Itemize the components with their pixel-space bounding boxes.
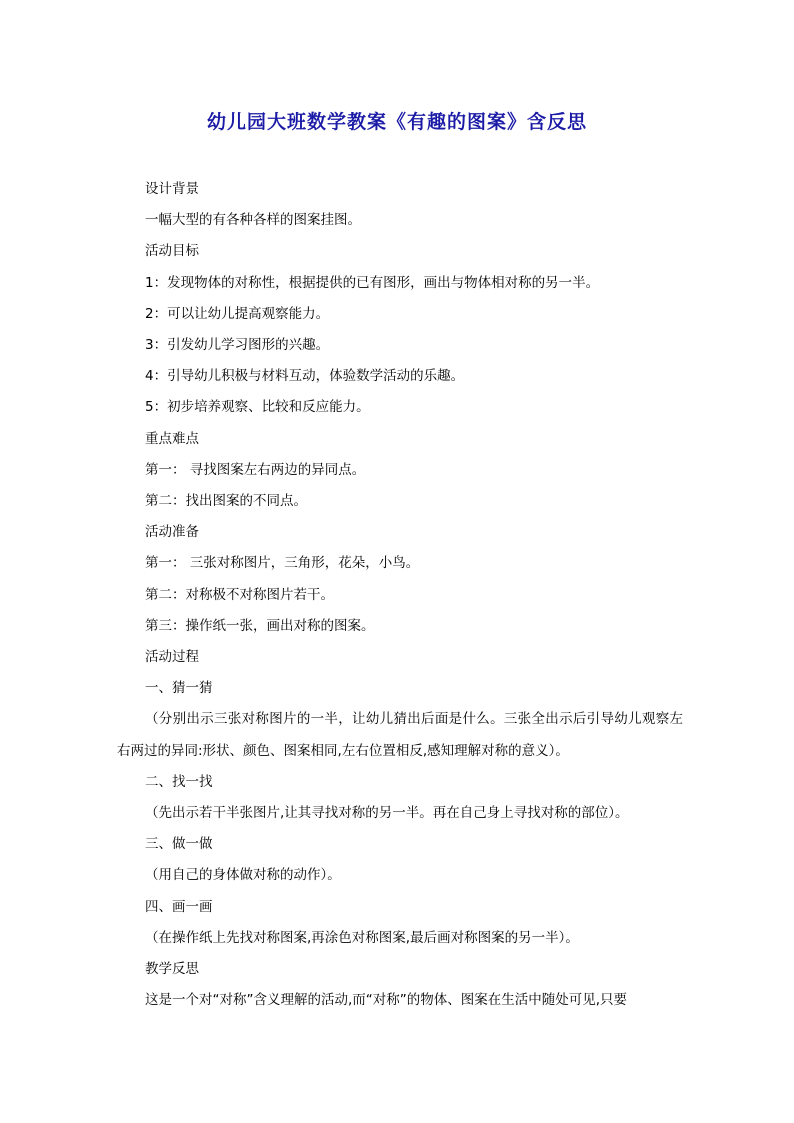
paragraph: （用自己的身体做对称的动作）。 — [145, 867, 341, 884]
section-heading: 活动目标 — [145, 243, 199, 260]
list-item: 4：引导幼儿积极与材料互动，体验数学活动的乐趣。 — [145, 368, 465, 385]
step-heading: 一、猜一猜 — [145, 680, 213, 697]
document-title: 幼儿园大班数学教案《有趣的图案》含反思 — [206, 111, 587, 133]
section-heading: 教学反思 — [145, 961, 199, 978]
list-item: 第一： 三张对称图片，三角形，花朵，小鸟。 — [145, 555, 420, 572]
list-item: 1：发现物体的对称性，根据提供的已有图形，画出与物体相对称的另一半。 — [145, 274, 600, 291]
list-item: 第二：对称极不对称图片若干。 — [145, 586, 334, 603]
list-item: 第三：操作纸一张，画出对称的图案。 — [145, 617, 375, 634]
paragraph: （分别出示三张对称图片的一半，让幼儿猜出后面是什么。三张全出示后引导幼儿观察左右两过的异同:形状、颜色、图案相同,左右位置相反,感知理解对称的意义）。 — [117, 711, 683, 759]
step-heading: 三、做一做 — [145, 836, 213, 853]
paragraph: （在操作纸上先找对称图案,再涂色对称图案,最后画对称图案的另一半）。 — [145, 929, 579, 946]
section-heading: 重点难点 — [145, 430, 199, 447]
document-body — [117, 174, 683, 1016]
list-item: 3：引发幼儿学习图形的兴趣。 — [145, 337, 330, 354]
section-heading: 活动准备 — [145, 524, 199, 541]
step-heading: 二、找一找 — [145, 773, 213, 790]
list-item: 第二：找出图案的不同点。 — [145, 493, 307, 510]
list-item: 2：可以让幼儿提高观察能力。 — [145, 305, 330, 322]
section-heading: 活动过程 — [145, 649, 199, 666]
paragraph: 这是一个对“对称”含义理解的活动,而“对称”的物体、图案在生活中随处可见,只要 — [145, 992, 628, 1009]
paragraph: （先出示若干半张图片,让其寻找对称的另一半。再在自己身上寻找对称的部位）。 — [145, 805, 629, 822]
section-heading: 设计背景 — [145, 181, 199, 197]
list-item: 5：初步培养观察、比较和反应能力。 — [145, 399, 370, 416]
list-item: 第一： 寻找图案左右两边的异同点。 — [145, 461, 366, 478]
paragraph: 一幅大型的有各种各样的图案挂图。 — [145, 212, 361, 229]
step-heading: 四、画一画 — [145, 898, 213, 915]
